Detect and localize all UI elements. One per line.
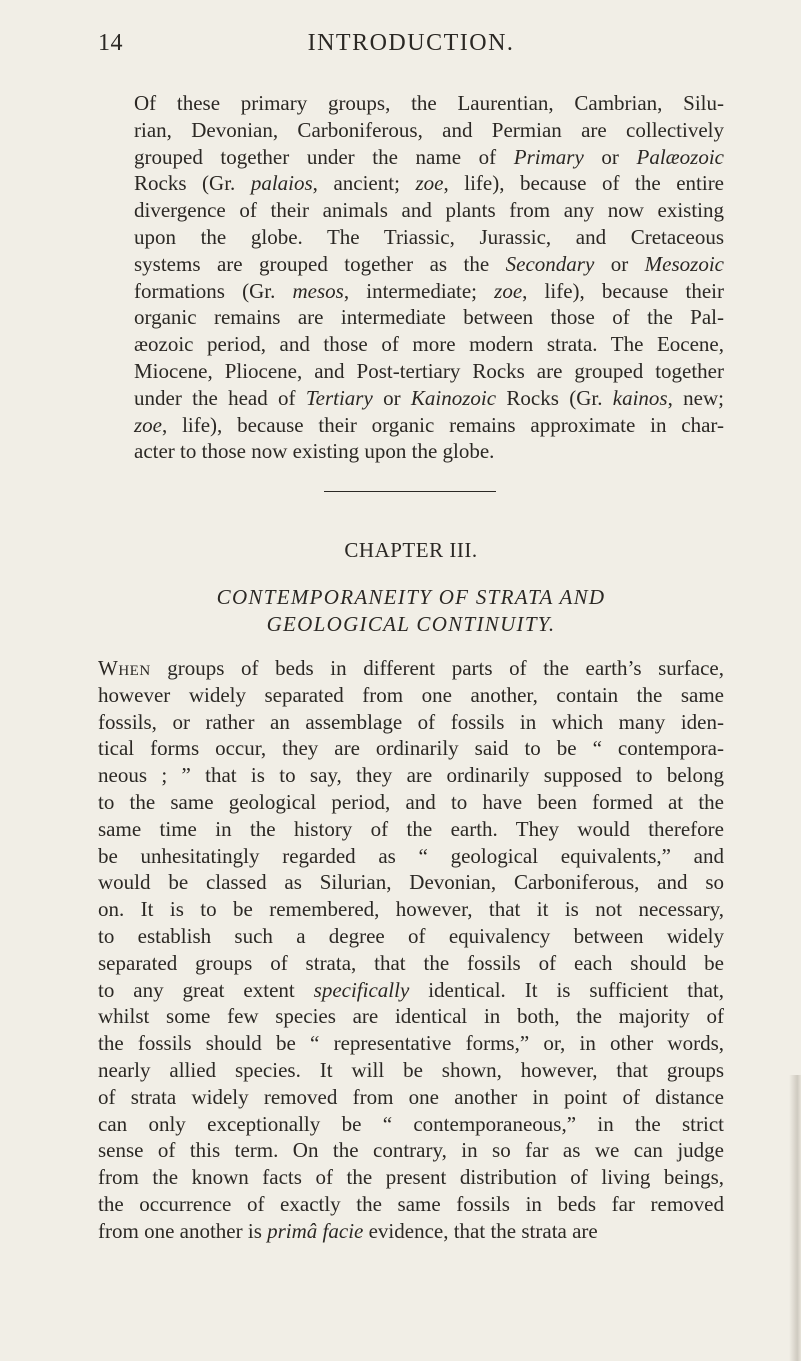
text-line: nearly allied species. It will be shown, however, that groups [98,1057,724,1082]
text-line: æozoic period, and those of more modern strata. The Eocene, [134,332,724,357]
text-line: separated groups of strata, that the fossils of each should be [98,950,724,975]
italic-term: Kainozoic [410,385,497,410]
text-line: the fossils should be “ representative forms,” or, in other words, [98,1031,724,1056]
italic-term: zoe [134,412,162,437]
text-line: upon the globe. The Triassic, Jurassic, and Cretaceous [134,224,724,249]
text-line: would be classed as Silurian, Devonian, Carboniferous, and so [98,870,724,895]
running-head-title: INTRODUCTION. [307,30,515,56]
text-line: When groups of beds in different parts of the earth’s surface, [98,656,724,680]
text-line: Of these primary groups, the Laurentian, Cambrian, Silu- [134,91,724,115]
chapter-title-line-1: CONTEMPORANEITY OF STRATA AND [216,585,606,609]
page-number: 14 [98,30,123,56]
italic-term: primâ facie [267,1218,364,1243]
text-line: the occurrence of exactly the same fossils in beds far removed [98,1191,724,1216]
paragraph-contemporaneity [98,655,724,1245]
italic-term: specifically [313,977,410,1002]
text-line: Miocene, Pliocene, and Post-tertiary Rocks are grouped together [134,358,724,383]
text-line: however widely separated from one another, contain the same [98,682,724,707]
chapter-heading: CHAPTER III. [344,538,478,562]
italic-term: Primary [513,144,584,169]
text-line: of strata widely removed from one another in point of distance [98,1084,724,1109]
text-line: fossils, or rather an assemblage of fossils in which many iden- [98,709,724,734]
italic-term: Mesozoic [644,251,724,276]
text-line: formations (Gr. mesos, intermediate; zoe, life), because their [134,278,724,303]
text-line: from the known facts of the present distribution of living beings, [98,1165,724,1190]
italic-term: kainos [612,385,668,410]
text-line: grouped together under the name of Primary or Palæozoic [134,144,724,169]
italic-term: Palæozoic [636,144,724,169]
text-line: rian, Devonian, Carboniferous, and Permian are collectively [134,117,724,142]
text-line: Rocks (Gr. palaios, ancient; zoe, life), because of the entire [134,171,725,196]
italic-term: mesos [292,278,344,303]
text-line: acter to those now existing upon the globe. [134,439,495,464]
text-line: sense of this term. On the contrary, in so far as we can judge [98,1138,724,1163]
text-line: same time in the history of the earth. They would therefore [98,816,724,841]
text-line: divergence of their animals and plants from any now existing [134,198,724,223]
italic-term: zoe [415,171,444,196]
text-line: whilst some few species are identical in both, the majority of [98,1004,724,1029]
text-line: be unhesitatingly regarded as “ geological equivalents,” and [98,843,724,868]
italic-term: zoe [494,278,523,303]
page-edge-shadow [789,1075,801,1361]
text-line: can only exceptionally be “ contemporaneous,” in the strict [98,1111,724,1136]
paragraph-primary-groups [98,90,724,465]
chapter-title-line-2: GEOLOGICAL CONTINUITY. [266,612,556,636]
text-line: neous ; ” that is to say, they are ordinarily supposed to belong [98,763,724,788]
chapter-title [98,584,724,638]
text-line: to establish such a degree of equivalency between widely [98,923,724,948]
text-line: tical forms occur, they are ordinarily said to be “ contempora- [98,736,724,761]
italic-term: Tertiary [305,385,373,410]
text-line: zoe, life), because their organic remains approximate in char- [134,412,724,437]
text-line: under the head of Tertiary or Kainozoic Rocks (Gr. kainos, new; [134,385,724,410]
italic-term: Secondary [505,251,595,276]
text-line: from one another is primâ facie evidence, that the strata are [98,1218,598,1243]
text-line: on. It is to be remembered, however, that it is not necessary, [98,897,724,922]
small-caps-lead: When [98,656,151,680]
italic-term: palaios [250,171,313,196]
text-line: organic remains are intermediate between those of the Pal- [134,305,724,330]
text-line: to the same geological period, and to have been formed at the [98,789,724,814]
running-head [98,30,724,62]
text-line: systems are grouped together as the Secondary or Mesozoic [134,251,724,276]
section-divider-rule [324,491,496,492]
text-line: to any great extent specifically identical. It is sufficient that, [98,977,724,1002]
